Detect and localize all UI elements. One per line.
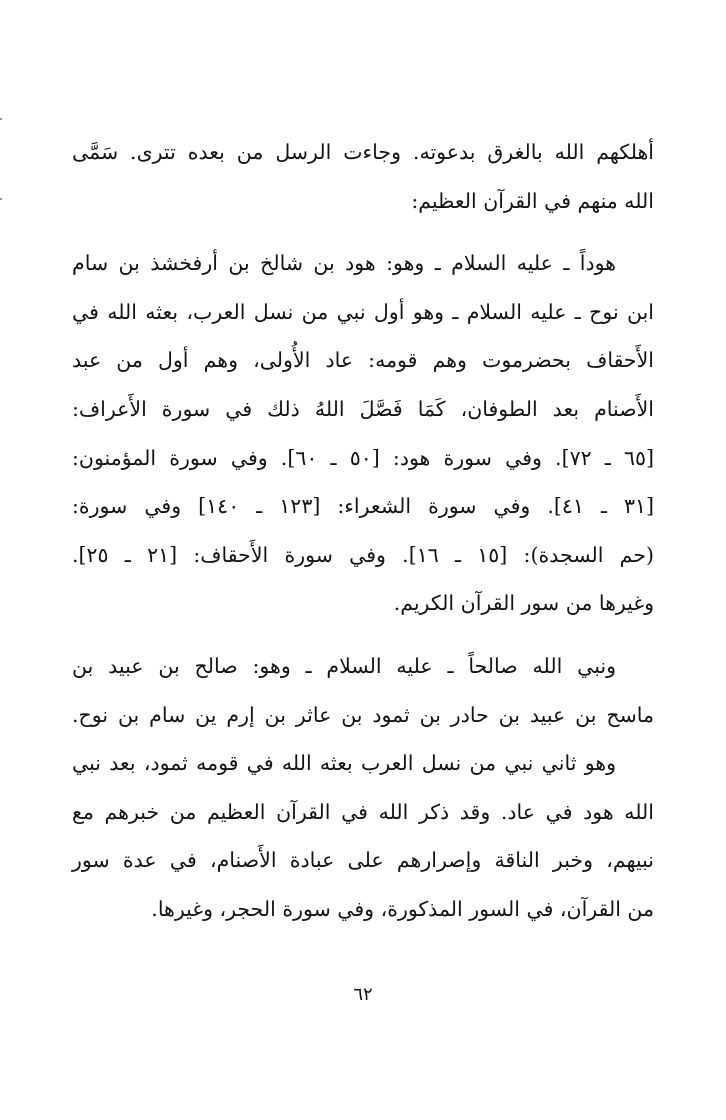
text-line: الله منهم في القرآن العظيم: xyxy=(411,188,654,213)
text-line: الأَحقاف بحضرموت وهم قومه: عاد الأُولى، وهم أول من عبد xyxy=(72,348,654,373)
paragraph xyxy=(72,739,654,933)
text-line: ونبي الله صالحاً ـ عليه السلام ـ وهو: صالح بن عبيد بن xyxy=(72,653,616,678)
paragraph xyxy=(72,239,654,628)
text-line: من القرآن، في السور المذكورة، وفي سورة الحجر، وغيرها. xyxy=(151,896,654,921)
text-line: ماسح بن عبيد بن حادر بن ثمود بن عاثر بن إرم ين سام بن نوح. xyxy=(72,702,654,727)
paragraph xyxy=(72,128,654,225)
page-edge-mark xyxy=(0,198,2,200)
text-line: [٣١ ـ ٤١]. وفي سورة الشعراء: [١٢٣ ـ ١٤٠] وفي سورة: xyxy=(72,494,654,519)
text-line: (حم السجدة): [١٥ ـ ١٦]. وفي سورة الأَحقاف: [٢١ ـ ٢٥]. xyxy=(72,542,654,567)
text-line: أهلكهم الله بالغرق بدعوته. وجاءت الرسل من بعده تترى. سَمَّى xyxy=(72,140,654,164)
text-line: هوداً ـ عليه السلام ـ وهو: هود بن شالخ بن أرفخشذ بن سام xyxy=(72,251,616,276)
text-line: وغيرها من سور القرآن الكريم. xyxy=(393,591,654,616)
text-line: ابن نوح ـ عليه السلام ـ وهو أول نبي من نسل العرب، بعثه الله في xyxy=(72,299,654,324)
text-line: الله هود في عاد. وقد ذكر الله في القرآن العظيم من خبرهم مع xyxy=(72,799,654,824)
paragraph xyxy=(72,642,654,739)
page-number: ٦٢ xyxy=(353,984,373,1005)
text-line: وهو ثاني نبي من نسل العرب بعثه الله في قومه ثمود، بعد نبي xyxy=(72,751,616,776)
text-line: [٦٥ ـ ٧٢]. وفي سورة هود: [٥٠ ـ ٦٠]. وفي سورة المؤمنون: xyxy=(72,445,654,470)
page-edge-mark xyxy=(0,118,2,120)
text-line: الأَصنام بعد الطوفان، كَمَا فَصَّلَ اللهُ ذلك في سورة الأَعراف: xyxy=(72,396,654,421)
text-line: نبيهم، وخبر الناقة وإصرارهم على عبادة الأَصنام، في عدة سور xyxy=(72,848,654,873)
body-text xyxy=(72,128,654,934)
